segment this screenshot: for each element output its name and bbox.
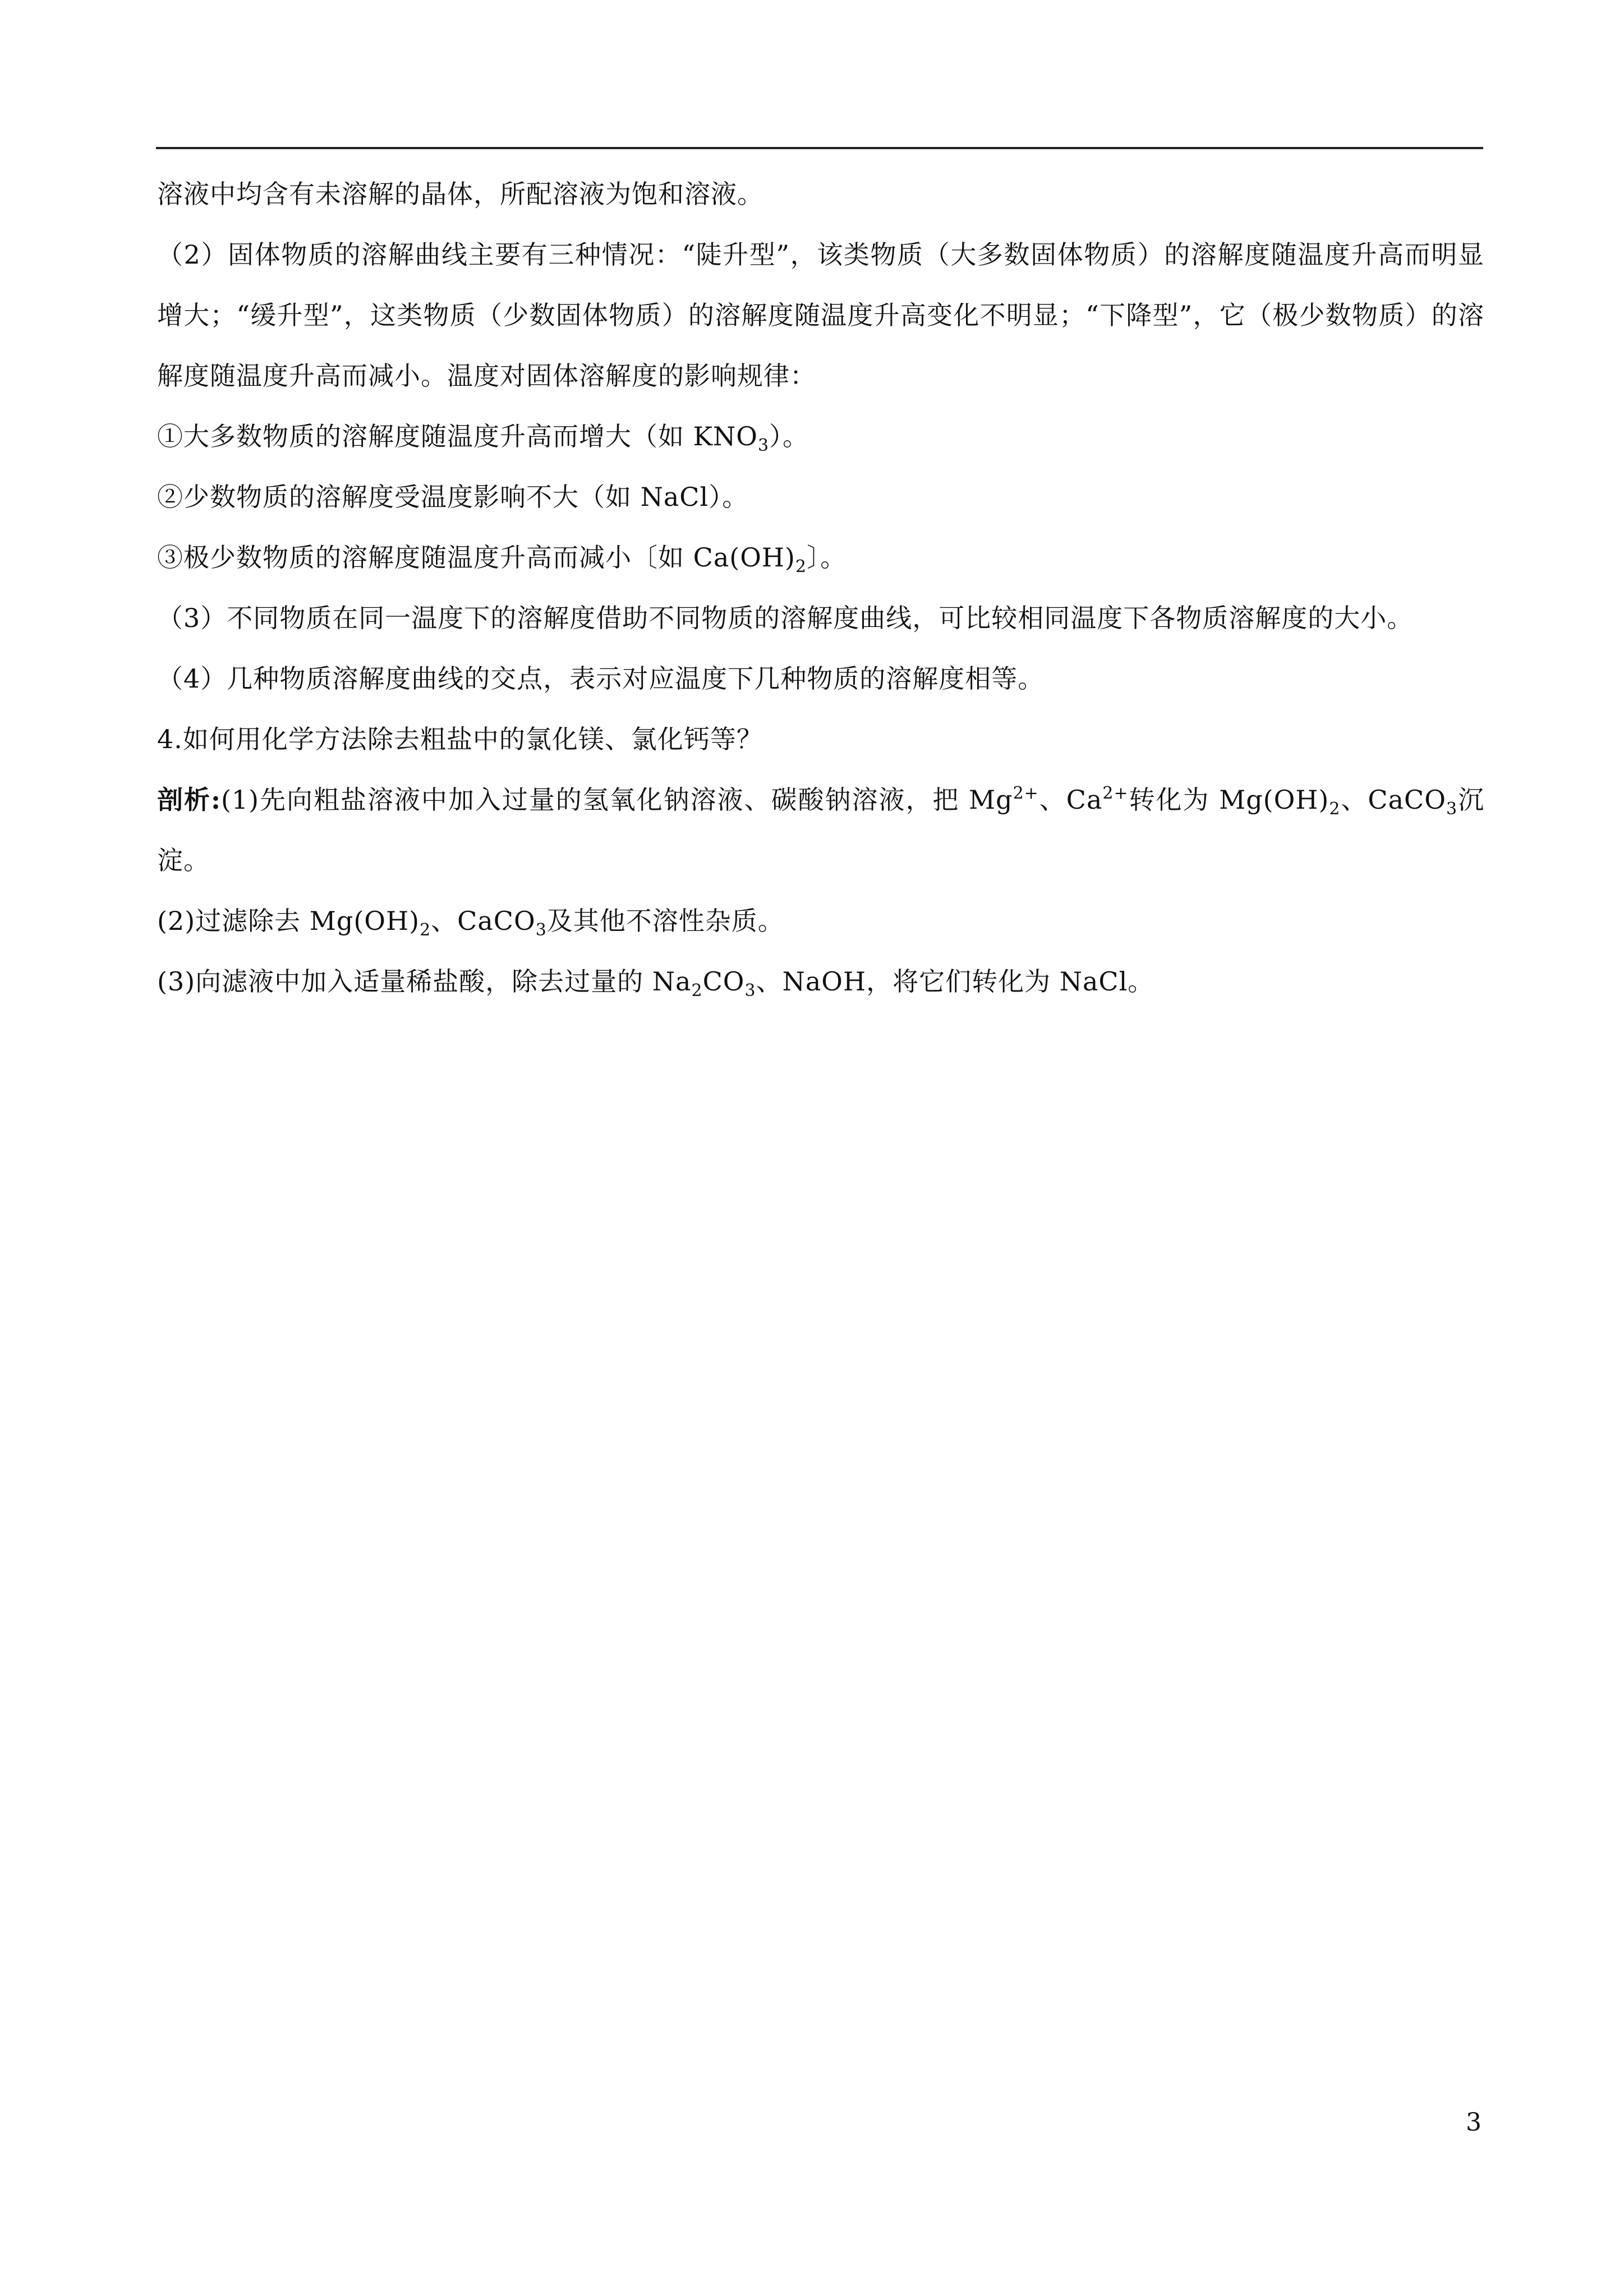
text-run: ）。	[769, 421, 809, 451]
text-run: （2）固体物质的溶解曲线主要有三种情况：“陡升型”，该类物质（大多数固体物质）的溶解度随温度升高而明显增大；“缓升型”，这类物质（少数固体物质）的溶解度随温度升高变化不明显；“下降型”，它（极少数物质）的溶解度随温度升高而减小。温度对固体溶解度的影响规律：	[157, 239, 1484, 391]
paragraph-2	[157, 224, 1484, 406]
paragraph-5	[157, 527, 1484, 588]
paragraph-3	[157, 406, 1484, 467]
subscript: 3	[757, 436, 770, 455]
text-run: 、CaCO	[1340, 785, 1446, 815]
text-run: (2)过滤除去 Mg(OH)	[157, 906, 420, 936]
text-run: 转化为 Mg(OH)	[1128, 785, 1329, 815]
text-run: ②少数物质的溶解度受温度影响不大（如 NaCl）。	[157, 482, 749, 512]
paragraph-11	[157, 951, 1484, 1012]
text-run: 溶液中均含有未溶解的晶体，所配溶液为饱和溶液。	[157, 179, 763, 209]
text-run: CO	[702, 966, 745, 997]
paragraph-1	[157, 164, 1484, 224]
paragraph-6	[157, 588, 1484, 648]
text-run: 〕。	[807, 542, 847, 573]
paragraph-4	[157, 467, 1484, 527]
text-run: 、Ca	[1038, 785, 1103, 815]
subscript: 2	[1329, 799, 1341, 819]
page-number: 3	[1466, 2108, 1482, 2137]
paragraph-9-analysis	[157, 769, 1484, 891]
subscript: 3	[744, 981, 756, 1001]
subscript: 2	[420, 920, 431, 940]
text-run: 及其他不溶性杂质。	[546, 906, 784, 936]
text-run: （3）不同物质在同一温度下的溶解度借助不同物质的溶解度曲线，可比较相同温度下各物质溶解度的大小。	[157, 603, 1414, 633]
subscript: 2	[691, 981, 703, 1001]
text-run: （4）几种物质溶解度曲线的交点，表示对应温度下几种物质的溶解度相等。	[157, 663, 1045, 694]
header-rule	[156, 147, 1483, 149]
superscript: 2+	[1102, 783, 1129, 803]
text-run: 、NaOH，将它们转化为 NaCl。	[756, 966, 1154, 997]
subscript: 2	[795, 557, 807, 577]
subscript: 3	[535, 920, 547, 940]
paragraph-7	[157, 648, 1484, 709]
subscript: 3	[1446, 799, 1458, 819]
text-run: (3)向滤液中加入适量稀盐酸，除去过量的 Na	[157, 966, 692, 997]
text-run: (1)先向粗盐溶液中加入过量的氢氧化钠溶液、碳酸钠溶液，把 Mg	[220, 785, 1013, 815]
analysis-label: 剖析:	[157, 785, 221, 815]
document-body	[157, 164, 1484, 1012]
paragraph-8-question	[157, 709, 1484, 769]
superscript: 2+	[1013, 783, 1039, 803]
text-run: 沉淀。	[157, 785, 1485, 875]
text-run: ①大多数物质的溶解度随温度升高而增大（如 KNO	[157, 421, 758, 451]
text-run: 、CaCO	[431, 906, 536, 936]
text-run: ③极少数物质的溶解度随温度升高而减小〔如 Ca(OH)	[157, 542, 795, 573]
text-run: 4.如何用化学方法除去粗盐中的氯化镁、氯化钙等？	[157, 724, 763, 754]
paragraph-10	[157, 891, 1484, 951]
